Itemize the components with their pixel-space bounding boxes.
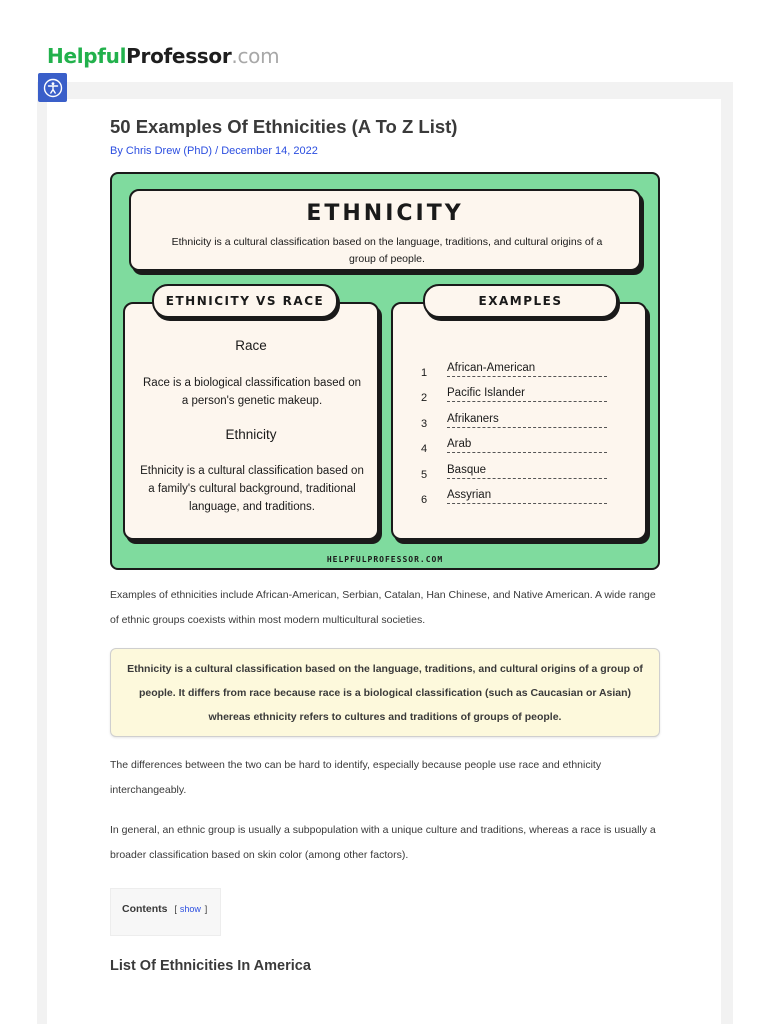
ethnicity-infographic [110,172,660,570]
toc-show-toggle[interactable]: show [179,904,201,914]
example-item [413,464,628,489]
difference-paragraph: The differences between the two can be hard to identify, especially because people use race and ethnicity interchangeably. [110,759,602,796]
example-number: 3 [421,417,428,430]
examples-pill: EXAMPLES [423,284,618,318]
example-name: African-American [447,362,607,377]
example-name: Basque [447,464,607,479]
ethnicity-heading: Ethnicity [225,427,277,442]
example-number: 6 [421,493,428,506]
table-of-contents [110,888,221,936]
example-name: Afrikaners [447,413,607,428]
race-description: Race is a biological classification based on a person's genetic makeup. [143,377,361,407]
infographic-footer: HELPFULPROFESSOR.COM [326,555,444,564]
examples-panel [391,302,647,540]
accessibility-button[interactable] [38,73,67,102]
callout-text: Ethnicity is a cultural classification based on the language, traditions, and cultural origins of a group of people. It differs from race because race is a biological classification (such as Caucasian or Asian) whereas ethnicity refers to cultures and traditions of groups of people. [127,663,643,723]
example-number: 5 [421,468,428,481]
logo-part-professor: Professor [126,44,232,68]
section-heading: List Of Ethnicities In America [110,958,311,974]
toc-title: Contents [122,903,168,915]
race-heading: Race [235,338,267,353]
example-number: 4 [421,443,428,456]
article-title: 50 Examples Of Ethnicities (A To Z List) [110,116,458,137]
logo-part-helpful: Helpful [47,44,127,68]
example-item [413,387,628,412]
site-header [0,0,768,82]
logo-part-dotcom: .com [231,44,280,68]
example-item [413,362,628,387]
example-number: 2 [421,392,428,405]
ethnicity-description: Ethnicity is a cultural classification based on a family's cultural background, traditional language, and traditions. [140,465,364,513]
example-name: Pacific Islander [447,387,607,402]
infographic-heading: ETHNICITY [306,201,464,226]
infographic-definition: Ethnicity is a cultural classification based on the language, traditions, and cultural origins of a group of people. [171,236,603,265]
accessibility-icon [43,78,63,98]
toc-bracket-open: [ [174,904,177,914]
example-item [413,413,628,438]
intro-paragraph: Examples of ethnicities include African-American, Serbian, Catalan, Han Chinese, and Native American. A wide range of ethnic groups coexists within most modern multicultural societies. [110,589,656,626]
article-byline[interactable]: By Chris Drew (PhD) / December 14, 2022 [110,145,318,157]
example-item [413,489,628,514]
example-item [413,438,628,463]
example-name: Assyrian [447,489,607,504]
general-paragraph: In general, an ethnic group is usually a subpopulation with a unique culture and traditions, whereas a race is usually a broader classification based on skin color (among other factors). [110,824,656,861]
comparison-panel [123,302,379,540]
examples-list [413,362,628,514]
example-number: 1 [421,367,428,379]
ethnicity-vs-race-pill: ETHNICITY VS RACE [152,284,338,318]
definition-callout [110,648,660,737]
definition-panel [129,189,641,271]
toc-bracket-close: ] [204,904,208,914]
example-name: Arab [447,438,607,453]
site-logo[interactable] [47,44,279,68]
